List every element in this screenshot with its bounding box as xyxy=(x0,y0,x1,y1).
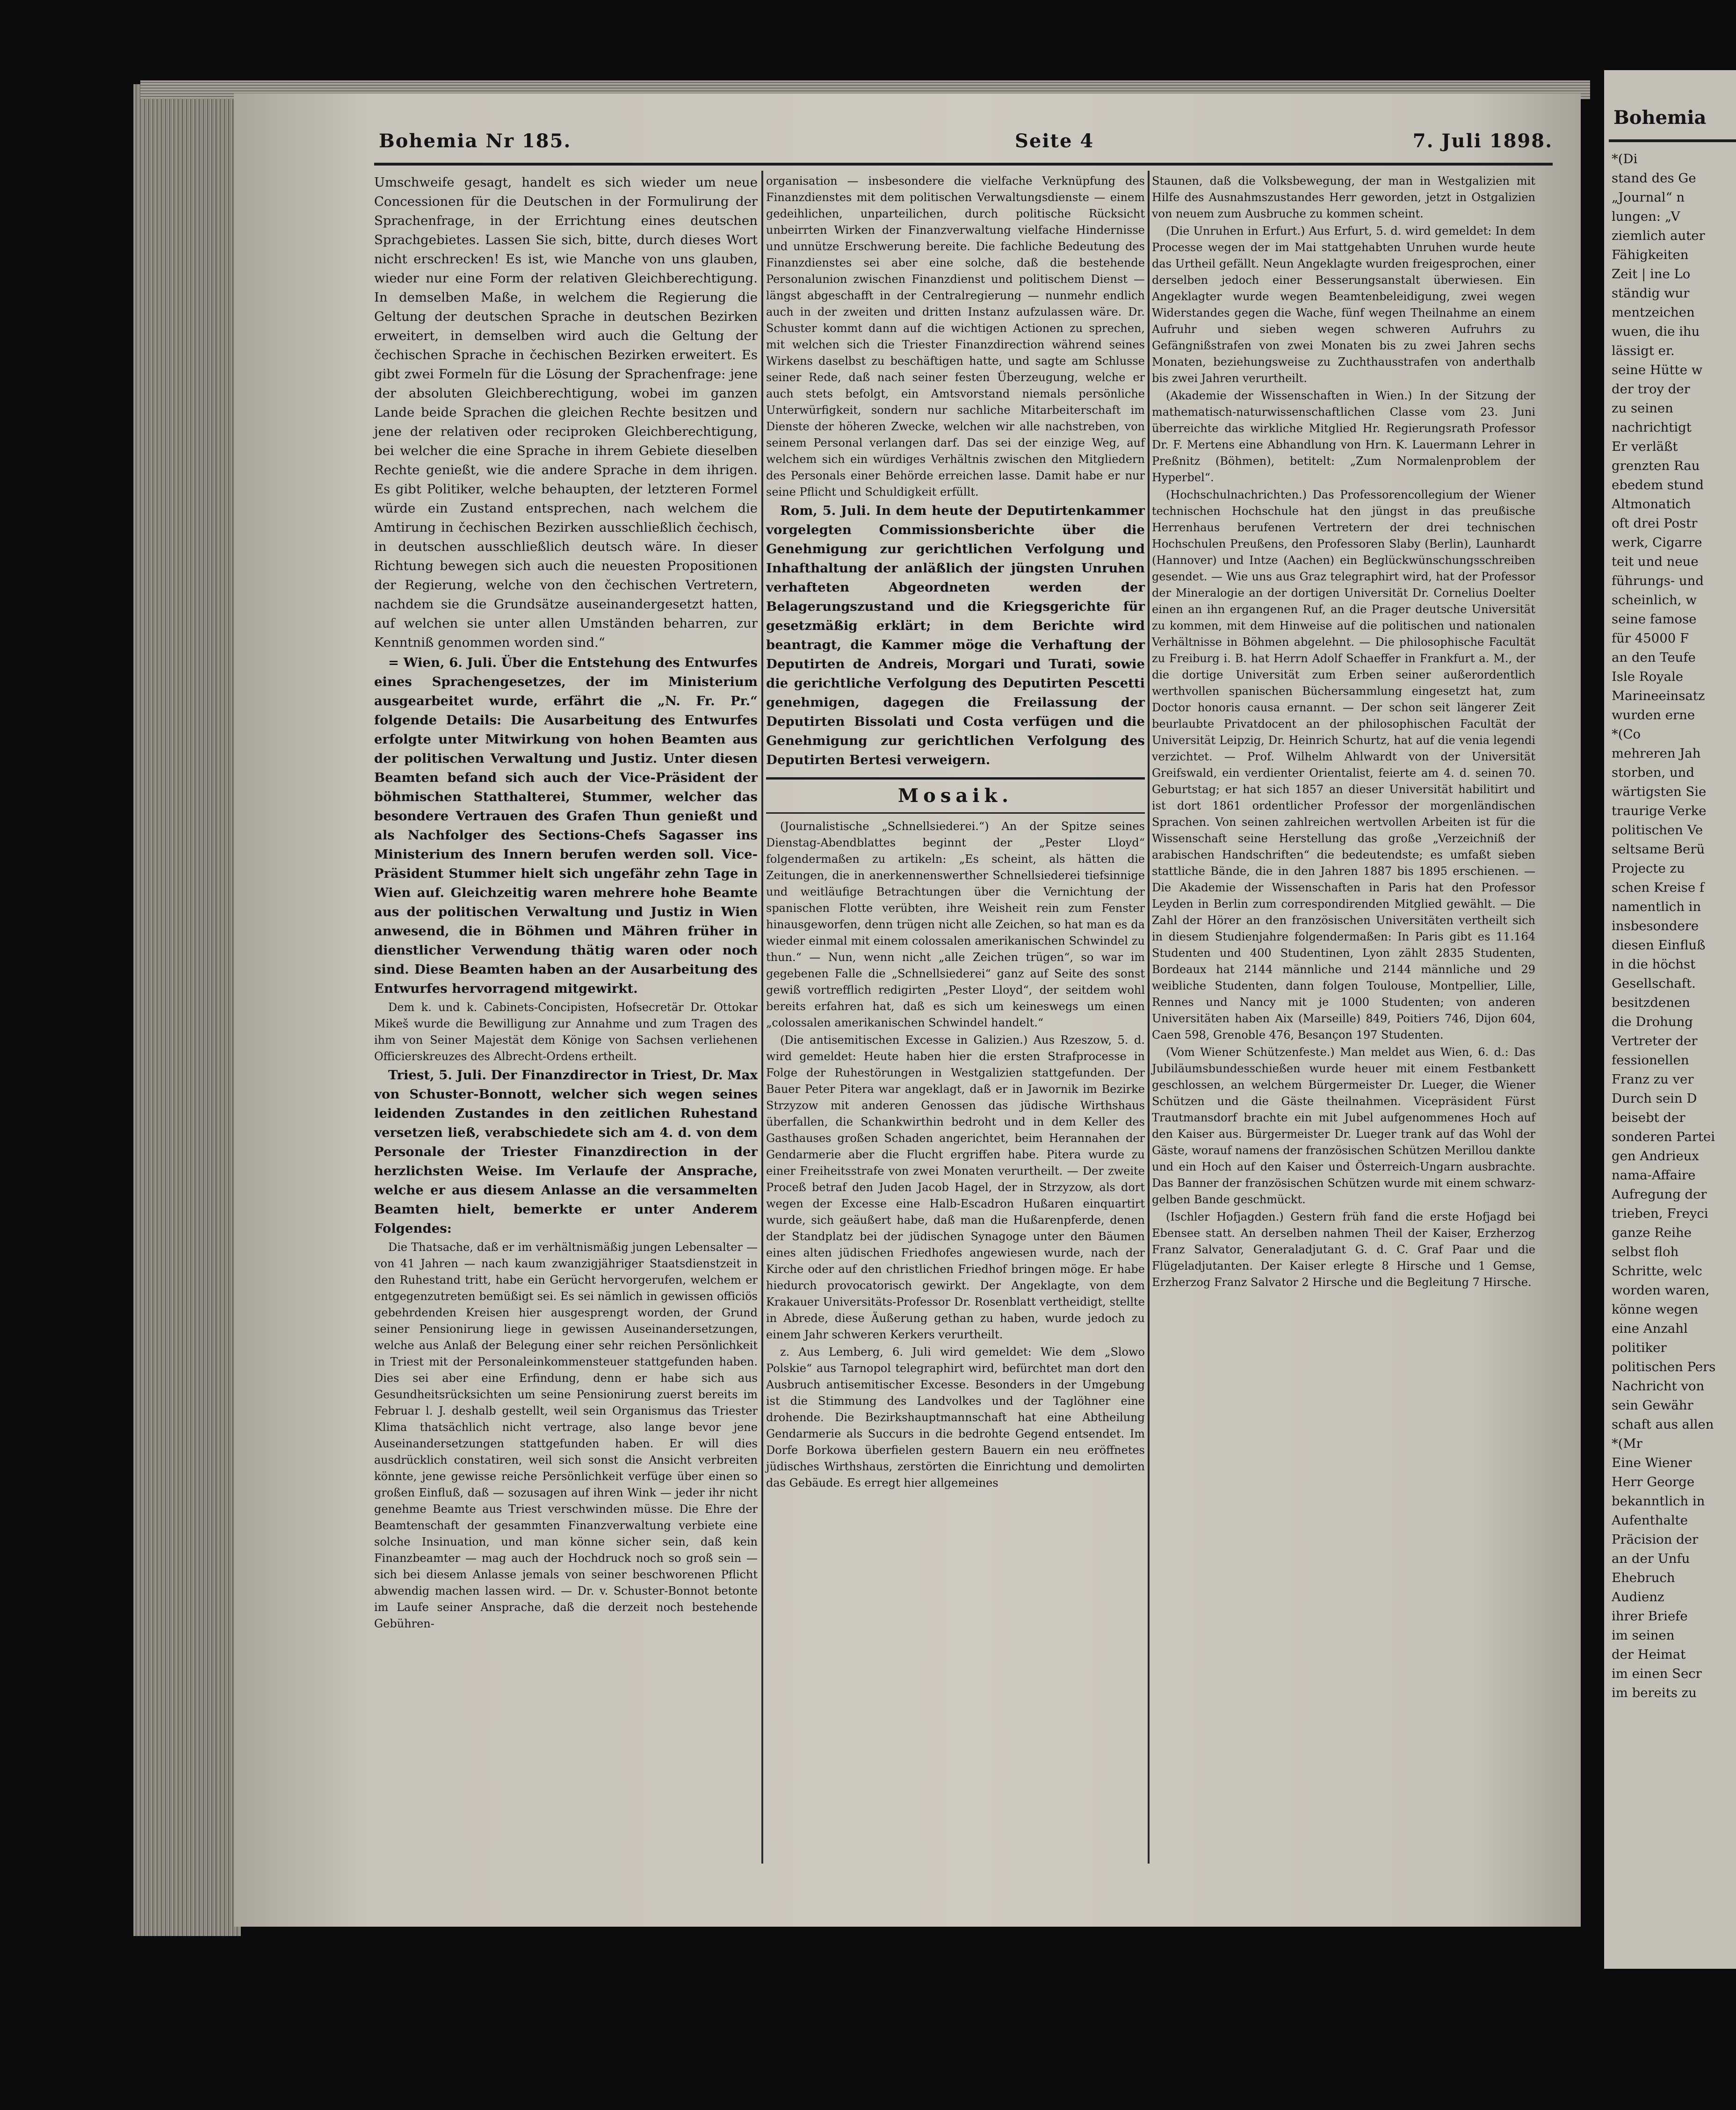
adjacent-line: der Heimat xyxy=(1612,1647,1686,1662)
paragraph: = Wien, 6. Juli. Über die Entstehung des Entwurfes eines Sprachengesetzes, der im Ministerium ausgearbeitet wurde, erfährt die „N. Fr. Pr.“ folgende Details: Die Ausarbeitung des Entwurfes erfolgte unter Mitwirkung von hohen Beamten aus der politischen Verwaltung und Justiz. Unter diesen Beamten befand sich auch der Vice-Präsident der böhmischen Statthalterei, Stummer, welcher das besondere Vertrauen des Grafen Thun genießt und als Nachfolger des Sections-Chefs Sagasser ins Ministerium des Innern berufen werden soll. Vice-Präsident Stummer hielt sich ungefähr zehn Tage in Wien auf. Gleichzeitig waren mehrere hohe Beamte aus der politischen Verwaltung und Justiz in Wien anwesend, die in Böhmen und Mähren früher in dienstlicher Verwendung thätig waren oder noch sind. Diese Beamten haben an der Ausarbeitung des Entwurfes hervorragend mitgewirkt. xyxy=(374,655,758,996)
adjacent-line: Isle Royale xyxy=(1612,669,1684,684)
paragraph: Die Thatsache, daß er im verhältnismäßig jungen Lebensalter — von 41 Jahren — nach kaum zwanzigjähriger Staatsdienstzeit in den Ruhestand tritt, habe ein Gerücht hervorgerufen, welchem er entgegenzutreten bemüßigt sei. Es sei nämlich in gewissen officiös gebehrdenden Kreisen hier ausgesprengt worden, der Grund seiner Pensionirung liege in gewissen Auseinandersetzungen, welche aus Anlaß der Belegung einer sehr reichen Persönlichkeit in Triest mit der Personaleinkommensteuer stattgefunden haben. Dies sei aber eine Erfindung, denn er habe sich aus Gesundheitsrücksichten um seine Pensionirung zuerst bereits im Februar l. J. deshalb gestellt, weil sein Organismus das Triester Klima thatsächlich nicht vertrage, also lange bevor jene Auseinandersetzungen stattgefunden haben. Er will dies ausdrücklich constatiren, weil sich sonst die Ansicht verbreiten könnte, jene gewisse reiche Persönlichkeit verfüge über einen so großen Einfluß, daß — sozusagen auf ihren Wink — jeder ihr nicht genehme Beamte aus Triest verschwinden müsse. Die Ehre der Beamtenschaft der gesammten Finanzverwaltung verbiete eine solche Insinuation, und man könne sicher sein, daß kein Finanzbeamter — mag auch der Hochdruck noch so groß sein — sich bei diesem Anlasse jemals von seiner beschworenen Pflicht abwendig machen lassen wird. — Dr. v. Schuster-Bonnot betonte im Laufe seiner Ansprache, daß die derzeit noch bestehende Gebühren- xyxy=(374,1241,758,1630)
adjacent-line: traurige Verke xyxy=(1612,803,1707,818)
adjacent-line: sein Gewähr xyxy=(1612,1398,1693,1413)
adjacent-line: *(Mr xyxy=(1612,1436,1642,1451)
column-1 xyxy=(374,173,758,1633)
adjacent-line: grenzten Rau xyxy=(1612,458,1700,473)
adjacent-line: in die höchst xyxy=(1612,957,1696,972)
adjacent-line: Altmonatich xyxy=(1612,497,1691,512)
adjacent-line: Durch sein D xyxy=(1612,1091,1697,1106)
adjacent-line: trieben, Freyci xyxy=(1612,1206,1708,1221)
adjacent-line: Franz zu ver xyxy=(1612,1072,1694,1087)
paragraph: organisation — insbesondere die vielfache Verknüpfung des Finanzdienstes mit dem politischen Verwaltungsdienste — einem gedeihlichen, unparteilichen, durch politische Rücksicht unbeirrten Wirken der Finanzverwaltung vielfache Hindernisse und unnütze Erschwerung bereite. Die fachliche Bedeutung des Finanzdienstes sei aber eine solche, daß die bestehende Personalunion zwischen Finanzdienst und politischem Dienst — längst abgeschafft in der Centralregierung — nunmehr endlich auch in der zweiten und dritten Instanz aufzulassen wäre. Dr. Schuster kommt dann auf die wichtigen Actionen zu sprechen, mit welchen sich die Triester Finanzdirection während seines Wirkens daselbst zu beschäftigen hatte, und sagte am Schlusse seiner Rede, daß nach seiner festen Überzeugung, welche er auch stets befolgt, ein Amtsvorstand niemals persönliche Unterwürfigkeit, sondern nur sachliche Mitarbeiterschaft im Dienste der höheren Zwecke, welchen wir alle nachstreben, von seinem Personal verlangen darf. Das sei der einzige Weg, auf welchem sich ein würdiges Verhältnis zwischen den Mitgliedern des Personals einer Behörde erreichen lasse. Damit habe er nur seine Pflicht und Schuldigkeit erfüllt. xyxy=(766,174,1145,499)
header-rule xyxy=(374,163,1553,166)
adjacent-line: im einen Secr xyxy=(1612,1666,1702,1681)
adjacent-line: Vertreter der xyxy=(1612,1033,1698,1048)
adjacent-line: Audienz xyxy=(1612,1590,1664,1604)
adjacent-column xyxy=(1612,150,1736,1703)
adjacent-line: an den Teufe xyxy=(1612,650,1696,665)
adjacent-line: namentlich in xyxy=(1612,899,1701,914)
adjacent-line: scheinlich, w xyxy=(1612,593,1697,607)
adjacent-line: Marineeinsatz xyxy=(1612,688,1705,703)
adjacent-line: mehreren Jah xyxy=(1612,746,1701,761)
adjacent-line: mentzeichen xyxy=(1612,305,1695,320)
adjacent-line: der troy der xyxy=(1612,382,1690,397)
adjacent-line: Aufenthalte xyxy=(1612,1513,1688,1528)
adjacent-line: Projecte zu xyxy=(1612,861,1685,876)
paragraph: Dem k. und k. Cabinets-Concipisten, Hofsecretär Dr. Ottokar Mikeš wurde die Bewilligung zur Annahme und zum Tragen des ihm von Seiner Majestät dem Könige von Sachsen verliehenen Officierskreuzes des Albrecht-Ordens ertheilt. xyxy=(374,1001,758,1063)
adjacent-line: wurden erne xyxy=(1612,708,1695,723)
adjacent-line: insbesondere xyxy=(1612,918,1699,933)
adjacent-line: schaft aus allen xyxy=(1612,1417,1714,1432)
paragraph: (Hochschulnachrichten.) Das Professorencollegium der Wiener technischen Hochschule hat den jüngst in das preußische Herrenhaus berufenen Vertretern der drei technischen Hochschulen Preußens, den Professoren Slaby (Berlin), Launhardt (Hannover) und Intze (Aachen) ein Beglückwünschungsschreiben gesendet. — Wie uns aus Graz telegraphirt wird, hat der Professor der Mineralogie an der dortigen Universität Dr. Cornelius Doelter einen an ihn ergangenen Ruf, an die Prager deutsche Universität zu kommen, mit dem Hinweise auf die politischen und nationalen Verhältnisse in Böhmen abgelehnt. — Die philosophische Facultät zu Freiburg i. B. hat Herrn Adolf Schaeffer in Frankfurt a. M., der die dortige Universität zum Erben seiner außerordentlich werthvollen spanischen Büchersammlung eingesetzt hat, zum Doctor honoris causa ernannt. — Der schon seit längerer Zeit beurlaubte Privatdocent an der philosophischen Facultät der Universität Leipzig, Dr. Heinrich Schurtz, hat auf die venia legendi verzichtet. — Prof. Wilhelm Ahlwardt von der Universität Greifswald, ein verdienter Orientalist, feierte am 4. d. seinen 70. Geburtstag; er hat sich 1857 an dieser Universität habilitirt und ist dort 1861 ordentlicher Professor der morgenländischen Sprachen. Von seinen zahlreichen wertvollen Arbeiten ist für die Wissenschaft seine Herstellung das große „Verzeichniß der arabischen Handschriften“ die bedeutendste; es umfaßt sieben stattliche Bände, die in den Jahren 1887 bis 1895 erschienen. — Die Akademie der Wissenschaften in Paris hat den Professor Leyden in Berlin zum correspondirenden Mitglied gewählt. — Die Zahl der Hörer an den französischen Universitäten vertheilt sich in diesem Studienjahre folgendermaßen: In Paris gibt es 11.164 Studenten und 400 Studentinen, Lyon zählt 2835 Studenten, Bordeaux hat 2144 männliche und 2144 männliche und 29 weibliche Studenten, dann folgen Toulouse, Montpellier, Lille, Rennes und Nancy mit je 1000 Studenten; von anderen Universitäten haben Aix (Marseille) 849, Poitiers 746, Dijon 604, Caen 598, Grenoble 476, Besançon 197 Studenten. xyxy=(1152,488,1535,1041)
adjacent-line: „Journal“ n xyxy=(1612,190,1685,205)
adjacent-line: Zeit | ine Lo xyxy=(1612,267,1691,282)
adjacent-line: selbst floh xyxy=(1612,1244,1679,1259)
column-divider-2 xyxy=(1148,171,1150,1864)
adjacent-line: zu seinen xyxy=(1612,401,1673,416)
column-2 xyxy=(766,173,1145,1492)
adjacent-header-rule xyxy=(1609,139,1736,142)
adjacent-line: worden waren, xyxy=(1612,1283,1710,1298)
stacked-page-edges xyxy=(133,84,241,1936)
adjacent-line: ihrer Briefe xyxy=(1612,1609,1688,1624)
adjacent-line: ganze Reihe xyxy=(1612,1225,1692,1240)
adjacent-line: Eine Wiener xyxy=(1612,1455,1692,1470)
adjacent-line: *(Di xyxy=(1612,152,1638,166)
adjacent-line: bekanntlich in xyxy=(1612,1494,1705,1509)
adjacent-line: besitzdenen xyxy=(1612,995,1690,1010)
adjacent-line: werk, Cigarre xyxy=(1612,535,1702,550)
adjacent-line: gen Andrieux xyxy=(1612,1149,1699,1163)
adjacent-line: an der Unfu xyxy=(1612,1551,1690,1566)
adjacent-line: führungs- und xyxy=(1612,573,1704,588)
paragraph: (Journalistische „Schnellsiederei.“) An der Spitze seines Dienstag-Abendblattes beginnt der „Pester Lloyd“ folgendermaßen zu artikeln: „Es scheint, als hätten die Zeitungen, die in anerkennenswerther Schnellsiederei tiefsinnige und weitläufige Betrachtungen über die Vernichtung der spanischen Flotte verübten, ihre Weisheit rein zum Fenster hinausgeworfen, denn trügen nicht alle Zeichen, so hat man es da wieder einmal mit einem colossalen amerikanischen Schwindel zu thun.“ — Nun, wenn nicht „alle Zeichen trügen“, so war im gegebenen Falle die „Schnellsiederei“ ganz auf Seite des sonst gewiß vortrefflich redigirten „Pester Lloyd“, der seitdem wohl bereits erfahren hat, daß es sich um keineswegs um einen „colossalen amerikanischen Schwindel handelt.“ xyxy=(766,820,1145,1029)
paragraph: Triest, 5. Juli. Der Finanzdirector in Triest, Dr. Max von Schuster-Bonnott, welcher sich wegen seines leidenden Zustandes in den zeitlichen Ruhestand versetzen ließ, verabschiedete sich am 4. d. von dem Personale der Triester Finanzdirection in der herzlichsten Weise. Im Verlaufe der Ansprache, welche er aus diesem Anlasse an die versammelten Beamten hielt, bemerkte er unter Anderem Folgendes: xyxy=(374,1068,758,1236)
adjacent-line: politischen Ve xyxy=(1612,823,1703,838)
adjacent-line: lässigt er. xyxy=(1612,343,1675,358)
adjacent-line: im seinen xyxy=(1612,1628,1675,1643)
newspaper-page xyxy=(234,94,1581,1927)
adjacent-line: ebedem stund xyxy=(1612,477,1704,492)
adjacent-line: Gesellschaft. xyxy=(1612,976,1696,991)
adjacent-line: könne wegen xyxy=(1612,1302,1699,1317)
page-header xyxy=(379,130,1553,158)
adjacent-line: die Drohung xyxy=(1612,1014,1693,1029)
adjacent-line: sonderen Partei xyxy=(1612,1129,1715,1144)
paragraph: (Die Unruhen in Erfurt.) Aus Erfurt, 5. d. wird gemeldet: In dem Processe wegen der im Mai stattgehabten Unruhen wurde heute das Urtheil gefällt. Neun Angeklagte wurden freigesprochen, einer derselben jedoch einer Besserungsanstalt überwiesen. Ein Angeklagter wurde wegen Beamtenbeleidigung, zwei wegen Widerstandes gegen die Wache, fünf wegen Theilnahme an einem Aufruhr und sieben wegen schweren Aufruhrs zu Gefängnißstrafen von zwei Monaten bis zu zwei Jahren sechs Monaten, beziehungsweise zu Zuchthausstrafen von anderthalb bis zwei Jahren verurtheilt. xyxy=(1152,224,1535,385)
adjacent-line: lungen: „V xyxy=(1612,209,1680,224)
adjacent-line: Schritte, welc xyxy=(1612,1264,1702,1279)
paragraph: (Vom Wiener Schützenfeste.) Man meldet aus Wien, 6. d.: Das Jubiläumsbundesschießen wurde heuer mit einem Festbankett geschlossen, an welchem Bürgermeister Dr. Lueger, die Wiener Schützen und die Gäste theilnahmen. Vicepräsident Fürst Trautmansdorf brachte ein mit Jubel aufgenommenes Hoch auf den Kaiser aus. Bürgermeister Dr. Lueger trank auf das Wohl der Gäste, worauf namens der französischen Schützen Merillou dankte und ein Hoch auf den Kaiser und Österreich-Ungarn ausbrachte. Das Banner der französischen Schützen wurde mit einem schwarz-gelben Bande geschmückt. xyxy=(1152,1046,1535,1206)
paragraph: Umschweife gesagt, handelt es sich wieder um neue Concessionen für die Deutschen in der Formulirung der Sprachenfrage, in der Errichtung eines deutschen Sprachgebietes. Lassen Sie sich, bitte, durch dieses Wort nicht erschrecken! Es ist, wie Manche von uns glauben, wieder nur eine Form der relativen Gleichberechtigung. In demselben Maße, in welchem die Regierung die Geltung der deutschen Sprache in deutschen Bezirken erweitert, in demselben wird auch die Geltung der čechischen Sprache in čechischen Bezirken erweitert. Es gibt zwei Formeln für die Lösung der Sprachenfrage: jene der absoluten Gleichberechtigung, wobei im ganzen Lande beide Sprachen die gleichen Rechte besitzen und jene der relativen oder reciproken Gleichberechtigung, bei welcher die eine Sprache in ihrem Gebiete dieselben Rechte genießt, wie die andere Sprache in dem ihrigen. Es gibt Politiker, welche behaupten, der letzteren Formel würde ein Zustand entsprechen, nach welchem die Amtirung in čechischen Bezirken ausschließlich čechisch, in deutschen ausschließlich deutsch wäre. In dieser Richtung bewegen sich auch die neuesten Propositionen der Regierung, welche von den čechischen Vertretern, nachdem sie die Grundsätze auseinandergesetzt hatten, auf welchen sie unter allen Umständen beharren, zur Kenntniß genommen worden sind.“ xyxy=(374,175,758,650)
adjacent-line: oft drei Postr xyxy=(1612,516,1698,531)
adjacent-line: Herr George xyxy=(1612,1474,1695,1489)
masthead-issue: Bohemia Nr 185. xyxy=(379,130,571,152)
adjacent-line: politiker xyxy=(1612,1340,1667,1355)
adjacent-line: Aufregung der xyxy=(1612,1187,1707,1202)
section-heading: Mosaik. xyxy=(766,777,1145,814)
adjacent-line: wuen, die ihu xyxy=(1612,324,1700,339)
adjacent-line: Fähigkeiten xyxy=(1612,247,1689,262)
adjacent-line: teit und neue xyxy=(1612,554,1699,569)
adjacent-line: storben, und xyxy=(1612,765,1694,780)
adjacent-line: Ehebruch xyxy=(1612,1570,1675,1585)
paragraph: z. Aus Lemberg, 6. Juli wird gemeldet: Wie dem „Slowo Polskie“ aus Tarnopol telegraphirt wird, befürchtet man dort den Ausbruch antisemitischer Excesse. Besonders in der Umgebung ist die Stimmung des Landvolkes und der Taglöhner eine drohende. Die Bezirkshauptmannschaft hat eine Abtheilung Gendarmerie als Succurs in die bedrohte Gegend entsendet. Im Dorfe Borkowa überfielen gestern Bauern ein neu eröffnetes jüdisches Wirthshaus, zerstörten die Einrichtung und demolirten das Gebäude. Es erregt hier allgemeines xyxy=(766,1345,1145,1489)
adjacent-line: seine Hütte w xyxy=(1612,362,1703,377)
adjacent-line: diesen Einfluß xyxy=(1612,938,1706,953)
adjacent-line: seine famose xyxy=(1612,612,1697,627)
paragraph: (Ischler Hofjagden.) Gestern früh fand die erste Hofjagd bei Ebensee statt. An derselben nahmen Theil der Kaiser, Erzherzog Franz Salvator, Generaladjutant G. d. C. Graf Paar und die Flügeladjutanten. Der Kaiser erlegte 8 Hirsche und 1 Gemse, Erzherzog Franz Salvator 2 Hirsche und die Begleitung 7 Hirsche. xyxy=(1152,1210,1535,1289)
adjacent-masthead: Bohemia xyxy=(1613,107,1707,129)
adjacent-line: für 45000 F xyxy=(1612,631,1689,646)
adjacent-line: nama-Affaire xyxy=(1612,1168,1696,1183)
column-3 xyxy=(1152,173,1535,1292)
adjacent-line: Präcision der xyxy=(1612,1532,1699,1547)
adjacent-line: seltsame Berü xyxy=(1612,842,1705,857)
paragraph: Staunen, daß die Volksbewegung, der man in Westgalizien mit Hilfe des Ausnahmszustandes Herr geworden, jetzt in Ostgalizien von neuem zum Ausbruche zu kommen scheint. xyxy=(1152,174,1535,220)
paragraph: (Akademie der Wissenschaften in Wien.) In der Sitzung der mathematisch-naturwissenschaftlichen Classe vom 23. Juni überreichte das wirkliche Mitglied Hr. Regierungsrath Professor Dr. F. Mertens eine Abhandlung von Hrn. K. Lauermann Lehrer in Preßnitz (Böhmen), betitelt: „Zum Normalenproblem der Hyperbel“. xyxy=(1152,389,1535,484)
adjacent-line: eine Anzahl xyxy=(1612,1321,1688,1336)
adjacent-page xyxy=(1604,70,1736,1969)
adjacent-line: ständig wur xyxy=(1612,286,1690,301)
adjacent-line: stand des Ge xyxy=(1612,171,1696,186)
adjacent-line: wärtigsten Sie xyxy=(1612,784,1707,799)
adjacent-line: im bereits zu xyxy=(1612,1685,1697,1700)
page-number: Seite 4 xyxy=(1015,130,1094,152)
paragraph: (Die antisemitischen Excesse in Galizien.) Aus Rzeszow, 5. d. wird gemeldet: Heute haben hier die ersten Strafprocesse in Folge der Ruhestörungen in Westgalizien stattgefunden. Der Bauer Peter Pitera war angeklagt, daß er in Jawornik im Bezirke Strzyzow mit anderen Genossen das jüdische Wirthshaus überfallen, die Schankwirthin bedroht und in dem Keller des Gasthauses großen Schaden angerichtet, beim Herannahen der Gendarmerie aber die Flucht ergriffen habe. Pitera wurde zu einer Freiheitsstrafe von zwei Monaten verurtheilt. — Der zweite Proceß betraf den Juden Jacob Hagel, der in Strzyzow, als dort wegen der Excesse eine Halb-Escadron Hußaren einquartirt wurde, sich geäußert habe, daß man die Hußarenpferde, denen der Standplatz bei der jüdischen Synagoge unter den Bäumen eines alten jüdischen Friedhofes angewiesen wurde, nach der Kirche oder auf den christlichen Friedhof bringen möge. Er habe hiedurch provocatorisch gewirkt. Der Angeklagte, von dem Krakauer Universitäts-Professor Dr. Rosenblatt vertheidigt, stellte in Abrede, diese Äußerung gethan zu haben, wurde jedoch zu einem Jahr schweren Kerkers verurtheilt. xyxy=(766,1033,1145,1341)
adjacent-line: *(Co xyxy=(1612,727,1641,742)
paragraph: Rom, 5. Juli. In dem heute der Deputirtenkammer vorgelegten Commissionsberichte über die Genehmigung zur gerichtlichen Verfolgung und Inhafthaltung der anläßlich der jüngsten Unruhen verhafteten Abgeordneten werden der Belagerungszustand und die Kriegsgerichte für gesetzmäßig erklärt; in dem Berichte wird beantragt, die Kammer möge die Verhaftung der Deputirten de Andreis, Morgari und Turati, sowie die gerichtliche Verfolgung des Deputirten Pescetti genehmigen, dagegen die Freilassung der Deputirten Bissolati und Costa verfügen und die Genehmigung zur gerichtlichen Verfolgung des Deputirten Bertesi verweigern. xyxy=(766,503,1145,767)
adjacent-line: fessionellen xyxy=(1612,1053,1689,1068)
adjacent-line: beisebt der xyxy=(1612,1110,1685,1125)
adjacent-line: schen Kreise f xyxy=(1612,880,1705,895)
column-divider-1 xyxy=(761,171,763,1864)
adjacent-line: politischen Pers xyxy=(1612,1359,1716,1374)
adjacent-line: nachrichtigt xyxy=(1612,420,1692,435)
adjacent-line: ziemlich auter xyxy=(1612,228,1705,243)
adjacent-line: Nachricht von xyxy=(1612,1379,1705,1394)
adjacent-line: Er verläßt xyxy=(1612,439,1678,454)
issue-date: 7. Juli 1898. xyxy=(1412,130,1553,152)
